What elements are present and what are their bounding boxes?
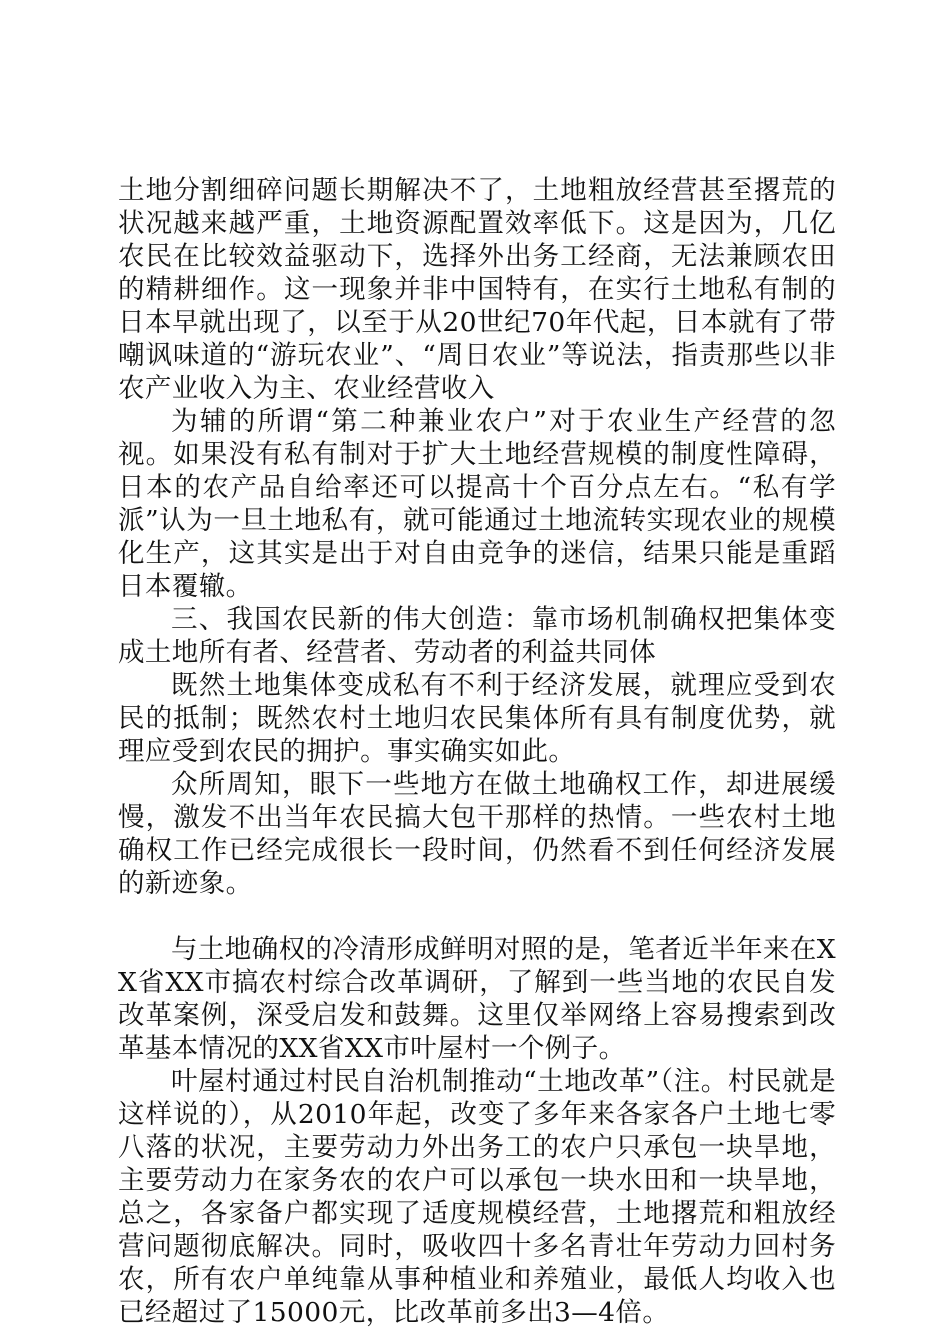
paragraph-2: 为辅的所谓“第二种兼业农户”对于农业生产经营的忽视。如果没有私有制对于扩大土地经营规模的制度性障碍，日本的农产品自给率还可以提高十个百分点左右。“私有学派”认为一旦土地私有，就可能通过土地流转实现农业的规模化生产，这其实是出于对自由竞争的迷信，结果只能是重蹈日本覆辙。	[118, 406, 836, 602]
section-heading: 三、我国农民新的伟大创造：靠市场机制确权把集体变成土地所有者、经营者、劳动者的利益共同体	[118, 604, 836, 668]
paragraph-6: 叶屋村通过村民自治机制推动“土地改革”（注。村民就是这样说的），从2010年起，改变了多年来各家各户土地七零八落的状况，主要劳动力外出务工的农户只承包一块旱地，主要劳动力在家务农的农户可以承包一块水田和一块旱地，总之，各家备户都实现了适度规模经营，土地撂荒和粗放经营问题彻底解决。同时，吸收四十多名青壮年劳动力回村务农，所有农户单纯靠从事种植业和养殖业，最低人均收入也已经超过了15000元，比改革前多出3—4倍。	[118, 1066, 836, 1328]
paragraph-5: 与土地确权的冷清形成鲜明对照的是，笔者近半年来在XX省XX市搞农村综合改革调研，了解到一些当地的农民自发改革案例，深受启发和鼓舞。这里仅举网络上容易搜索到改革基本情况的XX省XX市叶屋村一个例子。	[118, 934, 836, 1064]
paragraph-4: 众所周知，眼下一些地方在做土地确权工作，却进展缓慢，激发不出当年农民搞大包干那样的热情。一些农村土地确权工作已经完成很长一段时间，仍然看不到任何经济发展的新迹象。	[118, 769, 836, 899]
paragraph-3: 既然土地集体变成私有不利于经济发展，就理应受到农民的抵制；既然农村土地归农民集体所有具有制度优势，就理应受到农民的拥护。事实确实如此。	[118, 670, 836, 767]
document-body	[118, 174, 836, 1329]
paragraph-1: 土地分割细碎问题长期解决不了，土地粗放经营甚至撂荒的状况越来越严重，土地资源配置效率低下。这是因为，几亿农民在比较效益驱动下，选择外出务工经商，无法兼顾农田的精耕细作。这一现象并非中国特有，在实行土地私有制的日本早就出现了，以至于从20世纪70年代起，日本就有了带嘲讽味道的“游玩农业”、“周日农业”等说法，指责那些以非农产业收入为主、农业经营收入	[118, 175, 836, 404]
